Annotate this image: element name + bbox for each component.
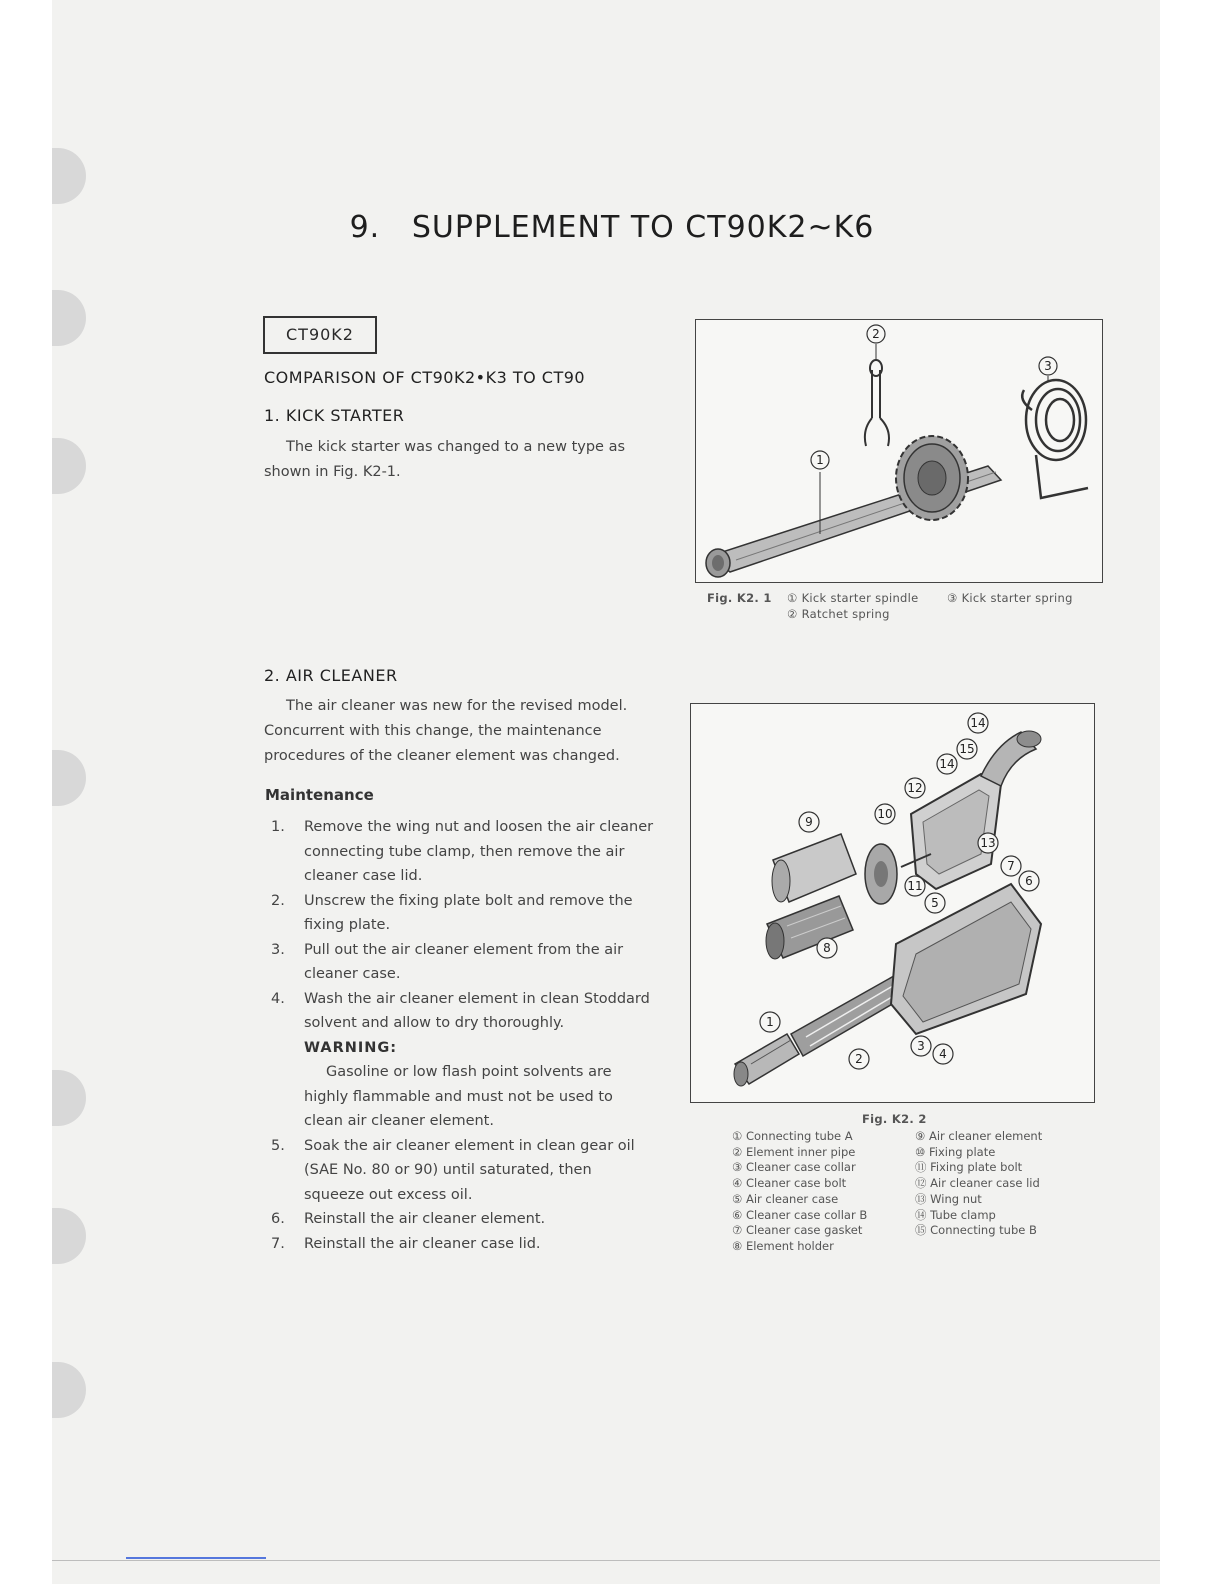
- step-number: 3.: [271, 941, 285, 958]
- step-number: 1.: [271, 819, 285, 835]
- step-text: Wash the air cleaner element in clean Stoddard solvent and allow to dry thoroughly.: [304, 990, 650, 1031]
- air-cleaner-element: [772, 834, 856, 902]
- callout-label: 2: [872, 327, 880, 341]
- air-cleaner-illustration: [691, 704, 1093, 1101]
- callout-label: 12: [907, 781, 923, 795]
- legend-item: ③ Cleaner case collar: [732, 1160, 856, 1175]
- callout-label: 6: [1025, 874, 1033, 888]
- legend-item: ⑭ Tube clamp: [915, 1207, 996, 1222]
- kick-starter-illustration: [696, 320, 1101, 581]
- callout-label: 9: [805, 815, 813, 829]
- callout-3: [1039, 357, 1057, 375]
- bottom-link-underline: [126, 1557, 266, 1559]
- step-text: Soak the air cleaner element in clean gear oil (SAE No. 80 or 90) until saturated, then squeeze out excess oil.: [304, 1137, 635, 1203]
- callout-3: [911, 1036, 931, 1056]
- legend-item: ① Connecting tube A: [732, 1129, 853, 1143]
- air-cleaner-heading: 2. AIR CLEANER: [264, 666, 398, 685]
- legend-item: ⑤ Air cleaner case: [732, 1191, 839, 1206]
- legend-item: ③ Kick starter spring: [947, 591, 1073, 605]
- callout-10: [875, 804, 895, 824]
- step-number: 4.: [271, 990, 285, 1007]
- model-tag: CT90K2: [263, 316, 377, 354]
- figure-label: Fig. K2. 1: [707, 591, 772, 605]
- air-cleaner-case: [891, 884, 1041, 1034]
- ratchet-gear: [896, 436, 968, 520]
- connecting-tube-a: [734, 1034, 799, 1086]
- callout-2: [867, 325, 885, 343]
- list-item: [271, 1232, 655, 1257]
- callout-label: 3: [1044, 359, 1052, 373]
- element-holder: [766, 896, 853, 959]
- callout-14: [968, 713, 988, 733]
- legend-item: ⑩ Fixing plate: [915, 1144, 996, 1159]
- comparison-heading: COMPARISON OF CT90K2•K3 TO CT90: [264, 368, 586, 387]
- step-number: 2.: [271, 892, 285, 909]
- legend-item: ⑧ Element holder: [732, 1238, 834, 1253]
- callout-label: 13: [980, 836, 996, 850]
- legend-item: ⑦ Cleaner case gasket: [732, 1223, 863, 1238]
- callout-label: 7: [1007, 859, 1015, 873]
- warning-text: Gasoline or low flash point solvents are highly flammable and must not be used to clean air cleaner element.: [304, 1064, 613, 1129]
- kick-starter-text: The kick starter was changed to a new type as shown in Fig. K2-1.: [264, 439, 626, 480]
- callout-1: [811, 451, 829, 469]
- callout-9: [799, 812, 819, 832]
- callout-8: [817, 938, 837, 958]
- ratchet-spring: [865, 360, 889, 446]
- kick-starter-spring: [1022, 380, 1088, 498]
- legend-item: ⑫ Air cleaner case lid: [915, 1176, 1040, 1191]
- callout-14b: [937, 754, 957, 774]
- list-item: [271, 815, 655, 889]
- connecting-tube-b: [981, 731, 1041, 786]
- legend-item: ② Element inner pipe: [732, 1144, 856, 1159]
- list-item: [271, 1134, 655, 1208]
- callout-label: 5: [931, 896, 939, 910]
- callout-13: [978, 833, 998, 853]
- legend-item: ⑨ Air cleaner element: [915, 1129, 1043, 1143]
- figure-k2-2: [690, 703, 1095, 1103]
- figure-legend-left: [732, 1129, 867, 1255]
- callout-6: [1019, 871, 1039, 891]
- legend-item: ④ Cleaner case bolt: [732, 1176, 847, 1191]
- figure-k2-1: [695, 319, 1103, 583]
- callout-4: [933, 1044, 953, 1064]
- figure-legend-right: [915, 1129, 1042, 1239]
- list-item: [271, 1207, 655, 1232]
- callout-label: 3: [917, 1039, 925, 1053]
- callout-15: [957, 739, 977, 759]
- callout-12: [905, 778, 925, 798]
- list-item: [271, 987, 655, 1134]
- page-bottom-rule: [52, 1560, 1160, 1561]
- callout-label: 15: [959, 742, 975, 756]
- callout-label: 11: [907, 879, 923, 893]
- callout-2: [849, 1049, 869, 1069]
- callout-5: [925, 893, 945, 913]
- callout-label: 2: [855, 1052, 863, 1066]
- fixing-plate-hub: [874, 861, 888, 887]
- step-number: 6.: [271, 1211, 285, 1227]
- step-text: Reinstall the air cleaner case lid.: [304, 1235, 541, 1252]
- callout-label: 1: [766, 1015, 774, 1029]
- callout-label: 14: [939, 757, 955, 771]
- step-text: Remove the wing nut and loosen the air cleaner connecting tube clamp, then remove the air cleaner case lid.: [304, 819, 654, 884]
- list-item: [271, 938, 655, 987]
- callout-11: [905, 876, 925, 896]
- legend-item: ⑮ Connecting tube B: [915, 1223, 1037, 1238]
- callout-1: [760, 1012, 780, 1032]
- step-text: Reinstall the air cleaner element.: [304, 1211, 546, 1227]
- maintenance-heading: Maintenance: [265, 786, 374, 804]
- callout-label: 4: [939, 1047, 947, 1061]
- legend-item: ① Kick starter spindle: [787, 591, 919, 605]
- legend-item: ⑥ Cleaner case collar B: [732, 1207, 868, 1222]
- legend-item: ⑬ Wing nut: [915, 1191, 982, 1206]
- kick-starter-heading: 1. KICK STARTER: [264, 406, 405, 425]
- maintenance-steps: [271, 815, 655, 1256]
- air-cleaner-text: The air cleaner was new for the revised model. Concurrent with this change, the maintenance procedures of the cleaner element was changed.: [264, 698, 628, 764]
- callout-7: [1001, 856, 1021, 876]
- list-item: [271, 889, 655, 938]
- step-text: Unscrew the fixing plate bolt and remove the fixing plate.: [304, 892, 633, 933]
- page-title: 9. SUPPLEMENT TO CT90K2~K6: [349, 210, 875, 245]
- callout-label: 10: [877, 807, 893, 821]
- callout-label: 14: [970, 716, 986, 730]
- step-number: 5.: [271, 1137, 285, 1154]
- callout-label: 1: [816, 453, 824, 467]
- callout-label: 8: [823, 941, 831, 955]
- legend-item: ② Ratchet spring: [787, 607, 890, 621]
- warning-title: WARNING:: [304, 1039, 398, 1056]
- figure-label: Fig. K2. 2: [862, 1112, 927, 1126]
- step-text: Pull out the air cleaner element from the air cleaner case.: [304, 941, 624, 982]
- step-number: 7.: [271, 1235, 285, 1252]
- legend-item: ⑪ Fixing plate bolt: [915, 1160, 1023, 1175]
